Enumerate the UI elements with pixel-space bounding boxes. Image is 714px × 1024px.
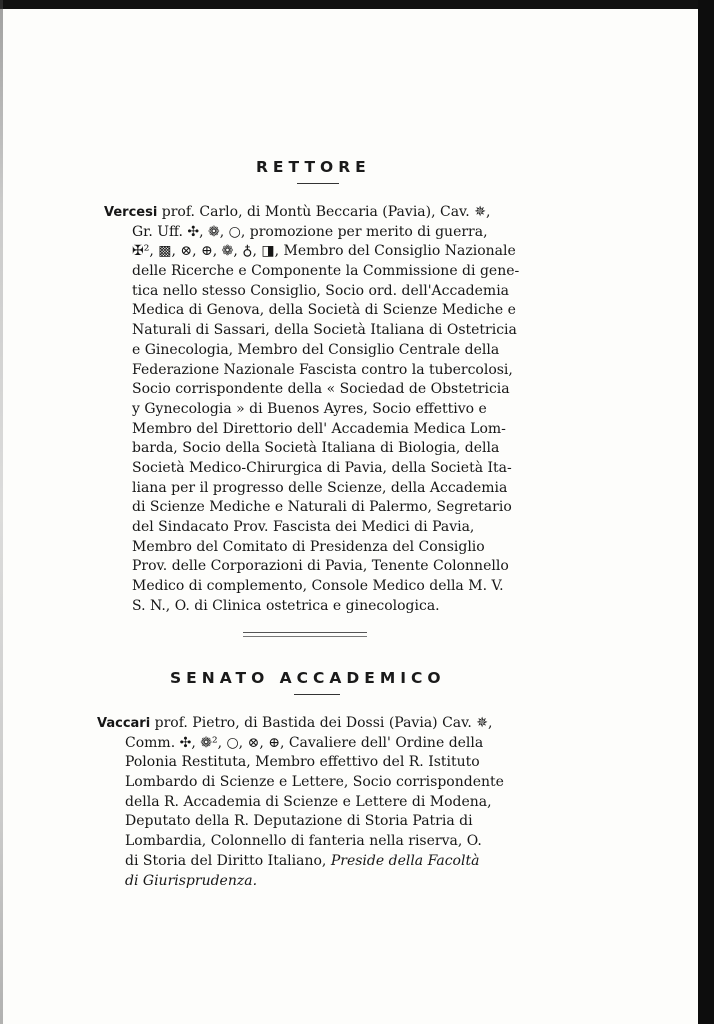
- entry-line: Lombardo di Scienze e Lettere, Socio corrispondente: [125, 774, 504, 791]
- entry-line: Polonia Restituta, Membro effettivo del R. Istituto: [125, 754, 480, 771]
- entry-line: Medica di Genova, della Società di Scienze Mediche e: [132, 302, 516, 319]
- entry-line: tica nello stesso Consiglio, Socio ord. dell'Accademia: [132, 282, 510, 299]
- entry-line: Gr. Uff. ✣, ❁, ○, promozione per merito di guerra,: [132, 223, 488, 240]
- entry-italic-tail: Preside della Facoltà: [330, 852, 480, 869]
- entry-line: Lombardia, Colonnello di fanteria nella riserva, O.: [125, 833, 482, 850]
- scan-left-edge: [0, 0, 3, 1024]
- entry-line: di Storia del Diritto Italiano, Preside della Facoltà: [125, 852, 480, 869]
- entry-senato-name: Vaccari: [97, 716, 151, 731]
- entry-line: Prov. delle Corporazioni di Pavia, Tenente Colonnello: [132, 558, 509, 575]
- entry-senato-first-line: Vaccari prof. Pietro, di Bastida dei Dossi (Pavia) Cav. ✵,: [97, 715, 493, 731]
- entry-senato: [97, 714, 504, 891]
- scan-top-border: [0, 0, 714, 9]
- entry-line: Membro del Direttorio dell' Accademia Medica Lom-: [132, 420, 506, 437]
- entry-line: di Scienze Mediche e Naturali di Palermo, Segretario: [132, 499, 512, 516]
- heading-senato-accademico: SENATO ACCADEMICO: [170, 669, 446, 687]
- entry-line: del Sindacato Prov. Fascista dei Medici di Pavia,: [132, 519, 475, 535]
- entry-line: ✠², ▩, ⊗, ⊕, ❁, ♁, ◨, Membro del Consiglio Nazionale: [132, 243, 516, 260]
- heading-rettore: RETTORE: [256, 158, 371, 176]
- entry-line: liana per il progresso delle Scienze, della Accademia: [132, 479, 508, 496]
- entry-line: Socio corrispondente della « Sociedad de Obstetricia: [132, 381, 510, 398]
- scan-right-border: [698, 0, 714, 1024]
- section-separator: [243, 632, 367, 637]
- entry-line: Membro del Comitato di Presidenza del Consiglio: [132, 538, 485, 555]
- entry-line: Società Medico-Chirurgica di Pavia, della Società Ita-: [132, 459, 512, 476]
- heading-senato-underline: [294, 694, 340, 695]
- entry-italic-line: di Giurisprudenza.: [125, 872, 258, 889]
- entry-rettore: [104, 203, 519, 616]
- entry-line: della R. Accademia di Scienze e Lettere di Modena,: [125, 793, 492, 810]
- entry-line: barda, Socio della Società Italiana di Biologia, della: [132, 440, 500, 457]
- entry-line: Medico di complemento, Console Medico della M. V.: [132, 578, 504, 595]
- entry-line: Naturali di Sassari, della Società Italiana di Ostetricia: [132, 322, 517, 339]
- entry-line: Comm. ✣, ❁², ○, ⊗, ⊕, Cavaliere dell' Ordine della: [125, 734, 484, 751]
- entry-line: delle Ricerche e Componente la Commissione di gene-: [132, 263, 520, 280]
- entry-line: Federazione Nazionale Fascista contro la tubercolosi,: [132, 361, 513, 378]
- entry-line: S. N., O. di Clinica ostetrica e ginecologica.: [132, 597, 440, 614]
- entry-line: Deputato della R. Deputazione di Storia Patria di: [125, 813, 473, 830]
- entry-rettore-first-line: Vercesi prof. Carlo, di Montù Beccaria (Pavia), Cav. ✵,: [104, 204, 491, 220]
- entry-rettore-name: Vercesi: [104, 205, 158, 220]
- entry-line: [97, 872, 504, 892]
- entry-line: y Gynecologia » di Buenos Ayres, Socio effettivo e: [132, 400, 487, 417]
- heading-rettore-underline: [297, 183, 339, 184]
- entry-line: e Ginecologia, Membro del Consiglio Centrale della: [132, 341, 500, 358]
